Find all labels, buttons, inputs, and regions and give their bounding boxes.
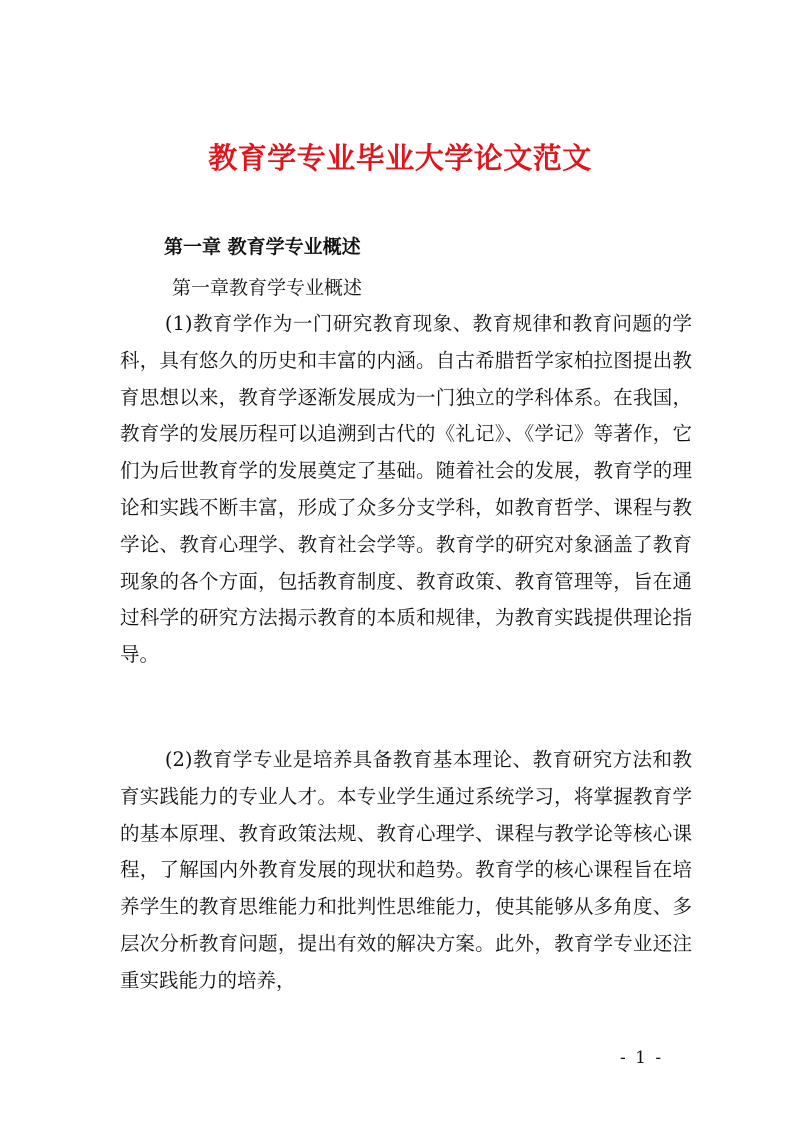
chapter-heading: 第一章 教育学专业概述 <box>164 236 361 258</box>
paragraph-1: (1)教育学作为一门研究教育现象、教育规律和教育问题的学科，具有悠久的历史和丰富的内涵。自古希腊哲学家柏拉图提出教育思想以来，教育学逐渐发展成为一门独立的学科体系。在我国，教育学的发展历程可以追溯到古代的《礼记》、《学记》等著作，它们为后世教育学的发展奠定了基础。随着社会的发展，教育学的理论和实践不断丰富，形成了众多分支学科，如教育哲学、课程与教学论、教育心理学、教育社会学等。教育学的研究对象涵盖了教育现象的各个方面，包括教育制度、教育政策、教育管理等，旨在通过科学的研究方法揭示教育的本质和规律，为教育实践提供理论指导。 <box>120 312 692 667</box>
paragraph-2: (2)教育学专业是培养具备教育基本理论、教育研究方法和教育实践能力的专业人才。本专业学生通过系统学习，将掌握教育学的基本原理、教育政策法规、教育心理学、课程与教学论等核心课程，了解国内外教育发展的现状和趋势。教育学的核心课程旨在培养学生的教育思维能力和批判性思维能力，使其能够从多角度、多层次分析教育问题，提出有效的解决方案。此外，教育学专业还注重实践能力的培养， <box>120 748 692 992</box>
page-number: - 1 - <box>620 1048 664 1068</box>
document-title: 教育学专业毕业大学论文范文 <box>208 141 592 175</box>
section-subheading: 第一章教育学专业概述 <box>172 277 363 299</box>
